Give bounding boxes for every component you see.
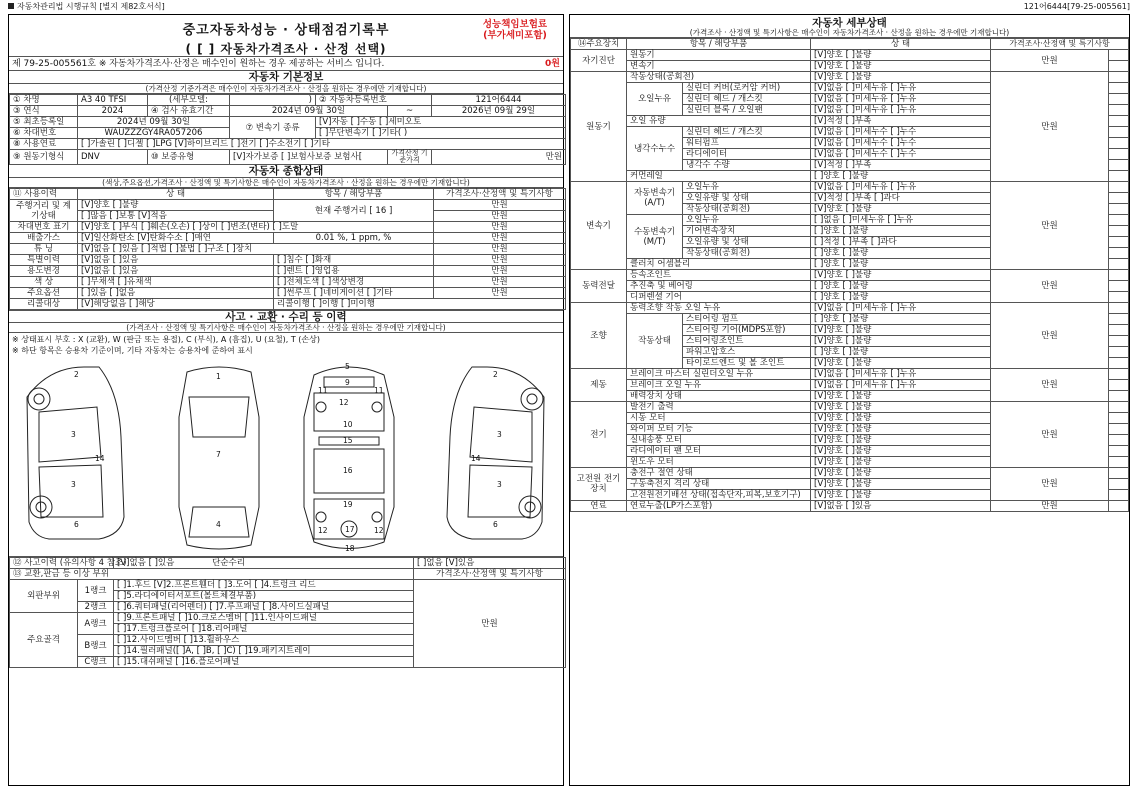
- table-row: 용도변경 [V]없음 [ ]있음 [ ]렌트 [ ]영업용 만원: [10, 266, 566, 277]
- sub-group-label: 수동변속기(M/T): [627, 215, 683, 259]
- item-status: [V]적정 [ ]부족: [811, 116, 991, 127]
- part-number-label: 14: [471, 454, 481, 463]
- remark-cell: [1109, 237, 1129, 248]
- table-row: 차대번호 표기 [V]양호 [ ]부식 [ ]훼손(오손) [ ]상이 [ ]변조(변타) [ ]도말 만원: [10, 222, 566, 233]
- item-label: 오일유량 및 상태: [683, 193, 811, 204]
- item-status: [V]양호 [ ]불량: [811, 457, 991, 468]
- item-label: 오일누유: [683, 182, 811, 193]
- table-row: [ ]14.필러패널([ ]A, [ ]B, [ ]C) [ ]19.패키지트레이: [10, 646, 566, 657]
- table-row: [ ]많음 [ ]보통 [V]적음 만원: [10, 211, 566, 222]
- overall-status-note: (색상,주요옵션,가격조사 · 산정액 및 특기사항은 매수인이 자동차가격조사 · 산정을 원하는 경우에만 기재합니다): [9, 178, 563, 188]
- car-outline-diagram: [9, 357, 562, 557]
- part-number-label: 15: [343, 436, 353, 445]
- right-side-view: [447, 367, 544, 539]
- form-title: 중고자동차성능 · 상태점검기록부: [182, 23, 390, 38]
- part-number-label: 12: [339, 398, 349, 407]
- item-status: [V]없음 [ ]미세누유 [ ]누유: [811, 303, 991, 314]
- table-row: [571, 402, 1129, 413]
- item-status: [V]양호 [ ]불량: [811, 435, 991, 446]
- vehicle-reference: 121어6444[79-25-005561]: [1023, 1, 1130, 11]
- item-status: [ ]양호 [ ]불량: [811, 314, 991, 325]
- document-note: ※ 자동차가격조사·산정은 매수인이 원하는 경우 제공하는 서비스 입니다.: [98, 59, 385, 69]
- top-bar: [8, 0, 1130, 12]
- sub-group-label: 작동상태: [627, 314, 683, 369]
- basic-info-table: [9, 94, 566, 165]
- part-number-label: 5: [345, 362, 350, 371]
- item-status: [V]양호 [ ]불량: [811, 336, 991, 347]
- price-amount: 만원: [991, 182, 1109, 270]
- document-number: 제 79-25-005561호: [12, 59, 97, 69]
- item-status: [V]양호 [ ]불량: [811, 413, 991, 424]
- item-label: 기어변속장치: [683, 226, 811, 237]
- remark-cell: [1109, 116, 1129, 127]
- part-number-label: 7: [216, 450, 221, 459]
- remark-cell: [1109, 270, 1129, 281]
- remark-cell: [1109, 457, 1129, 468]
- device-group-label: 변속기: [571, 182, 627, 270]
- part-number-label: 11: [374, 386, 384, 395]
- table-row: 2랭크 [ ]6.쿼터패널(리어펜더) [ ]7.루프패널 [ ]8.사이드실패널: [10, 602, 566, 613]
- device-group-label: 자기진단: [571, 50, 627, 72]
- table-row: 배출가스 [V]일산화탄소 [V]탄화수소 [ ]매연 0.01 %, 1 ppm, % 만원: [10, 233, 566, 244]
- part-number-label: 11: [318, 386, 328, 395]
- table-row: ⑥ 차대번호 WAUZZZGY4RA057206 [ ]무단변속기 [ ]기타( ): [10, 128, 566, 139]
- item-status: [V]양호 [ ]불량: [811, 468, 991, 479]
- item-label: 디퍼렌셜 기어: [627, 292, 811, 303]
- item-status: [ ]양호 [ ]불량: [811, 281, 991, 292]
- item-status: [V]없음 [ ]미세누유 [ ]누유: [811, 105, 991, 116]
- item-status: [V]양호 [ ]불량: [811, 358, 991, 369]
- item-label: 브레이크 마스터 실린더오일 누유: [627, 369, 811, 380]
- item-label: 클러치 어셈블리: [627, 259, 811, 270]
- device-group-label: 제동: [571, 369, 627, 402]
- item-label: 오일누유: [683, 215, 811, 226]
- form-reference: 자동차관리법 시행규칙 [별지 제82호서식]: [8, 1, 165, 12]
- item-label: 작동상태(공회전): [683, 248, 811, 259]
- remark-cell: [1109, 204, 1129, 215]
- remark-cell: [1109, 171, 1129, 182]
- part-number-label: 18: [345, 544, 355, 553]
- device-group-label: 전기: [571, 402, 627, 468]
- device-group-label: 연료: [571, 501, 627, 512]
- item-label: 와이퍼 모터 기능: [627, 424, 811, 435]
- item-status: [V]양호 [ ]불량: [811, 391, 991, 402]
- sub-group-label: 냉각수누수: [627, 127, 683, 171]
- part-number-label: 19: [343, 500, 353, 509]
- item-label: 실린더 헤드 / 개스킷: [683, 127, 811, 138]
- left-side-view: [27, 367, 124, 539]
- part-number-label: 6: [493, 520, 498, 529]
- item-label: 스티어링 펌프: [683, 314, 811, 325]
- table-row: [ ]17.트렁크플로어 [ ]18.리어패널: [10, 624, 566, 635]
- sub-group-label: 자동변속기(A/T): [627, 182, 683, 215]
- remark-cell: [1109, 83, 1129, 94]
- table-row: C랭크 [ ]15.대쉬패널 [ ]16.플로어패널: [10, 657, 566, 668]
- table-row: [571, 50, 1129, 61]
- table-row: [571, 303, 1129, 314]
- accident-history-note: (가격조사 · 산정액 및 특기사항은 매수인이 자동차가격조사 · 산정을 원하는 경우에만 기재합니다): [9, 323, 563, 333]
- device-group-label: 원동기: [571, 72, 627, 182]
- detail-status-note: (가격조사 · 산정액 및 특기사항은 매수인이 자동차가격조사 · 산정을 원하는 경우에만 기재합니다): [570, 28, 1129, 38]
- remark-cell: [1109, 226, 1129, 237]
- price-amount: 만원: [991, 402, 1109, 468]
- item-status: [V]없음 [ ]미세누수 [ ]누수: [811, 138, 991, 149]
- item-status: [ ]없음 [ ]미세누유 [ ]누유: [811, 215, 991, 226]
- table-row: 색 상 [ ]무채색 [ ]유채색 [ ]전체도색 [ ]색상변경 만원: [10, 277, 566, 288]
- item-label: 연료누출(LP가스포함): [627, 501, 811, 512]
- price-amount: 만원: [991, 303, 1109, 369]
- item-label: 등속조인트: [627, 270, 811, 281]
- document-number-row: [9, 57, 563, 71]
- item-label: 실내송풍 모터: [627, 435, 811, 446]
- price-amount: 만원: [991, 501, 1109, 512]
- table-row: [571, 501, 1129, 512]
- item-label: 실린더 커버(로커암 커버): [683, 83, 811, 94]
- remark-cell: [1109, 281, 1129, 292]
- table-row: ⑫ 사고이력 (유의사항 4 참조) [V]없음 [ ]있음 단순수리 [ ]없음 [V]있음: [10, 558, 566, 569]
- table-row: ① 차명 A3 40 TFSI (세부모델: ) ② 자동차등록번호 121어6444: [10, 95, 566, 106]
- remark-cell: [1109, 259, 1129, 270]
- basic-info-title: 자동차 기본정보: [9, 71, 563, 84]
- part-number-label: 3: [497, 430, 502, 439]
- table-header-row: ⑭주요장치 항목 / 해당부품 상 태 가격조사·산정액 및 특기사항: [571, 39, 1129, 50]
- item-label: 워터펌프: [683, 138, 811, 149]
- part-number-label: 3: [497, 480, 502, 489]
- item-label: 타이로드엔드 및 볼 조인트: [683, 358, 811, 369]
- legend: [9, 333, 563, 357]
- part-number-label: 3: [71, 430, 76, 439]
- device-group-label: 고전원 전기장치: [571, 468, 627, 501]
- detail-rows: [571, 50, 1129, 512]
- right-panel: [569, 14, 1130, 786]
- remark-cell: [1109, 193, 1129, 204]
- basic-info-note: (가격산정 기준가격은 매수인이 자동차가격조사 · 산정을 원하는 경우에만 기재합니다): [9, 84, 563, 94]
- square-icon: [8, 3, 14, 9]
- price-amount: 만원: [991, 468, 1109, 501]
- item-status: [ ]양호 [ ]불량: [811, 171, 991, 182]
- item-label: 배력장치 상태: [627, 391, 811, 402]
- item-label: 시동 모터: [627, 413, 811, 424]
- item-label: 스티어링조인트: [683, 336, 811, 347]
- left-panel: [8, 14, 564, 786]
- car-diagram: [9, 357, 563, 557]
- price-amount: 만원: [991, 270, 1109, 303]
- overall-status-table: [9, 188, 566, 310]
- remark-cell: [1109, 149, 1129, 160]
- item-status: [V]없음 [ ]미세누유 [ ]누유: [811, 182, 991, 193]
- remark-cell: [1109, 347, 1129, 358]
- item-label: 윈도우 모터: [627, 457, 811, 468]
- item-label: 실린더 헤드 / 개스킷: [683, 94, 811, 105]
- remark-cell: [1109, 94, 1129, 105]
- sub-group-label: 오일누유: [627, 83, 683, 116]
- table-row: 튜 닝 [V]없음 [ ]있음 [ ]적법 [ ]불법 [ ]구조 [ ]장치 만원: [10, 244, 566, 255]
- item-status: [ ]적정 [ ]부족 [ ]과다: [811, 237, 991, 248]
- item-status: [V]양호 [ ]불량: [811, 490, 991, 501]
- table-row: [571, 270, 1129, 281]
- item-status: [ ]양호 [ ]불량: [811, 347, 991, 358]
- item-label: 라디에이터: [683, 149, 811, 160]
- remark-cell: [1109, 138, 1129, 149]
- table-row: ⑨ 원동기형식 DNV ⑩ 보증유형 [V]자가보증 [ ]보험사보증 보험사[ 가격산정 기준가격 만원: [10, 150, 566, 165]
- table-row: ③ 연식 2024 ④ 검사 유효기간 2024년 09월 30일 ~ 2026년 09월 29일: [10, 106, 566, 117]
- form-title-block: [9, 15, 563, 57]
- remark-cell: [1109, 391, 1129, 402]
- part-number-label: 3: [71, 480, 76, 489]
- part-number-label: 16: [343, 466, 353, 475]
- part-number-label: 4: [216, 520, 221, 529]
- remark-cell: [1109, 479, 1129, 490]
- table-row: 주행거리 및 계기상태 [V]양호 [ ]불량 현재 주행거리 [ 16 ] 만원: [10, 200, 566, 211]
- item-status: [V]양호 [ ]불량: [811, 479, 991, 490]
- remark-cell: [1109, 72, 1129, 83]
- remark-cell: [1109, 248, 1129, 259]
- item-label: 파워고압호스: [683, 347, 811, 358]
- item-status: [V]양호 [ ]불량: [811, 424, 991, 435]
- remark-cell: [1109, 369, 1129, 380]
- remark-cell: [1109, 424, 1129, 435]
- item-status: [V]없음 [ ]있음: [811, 501, 991, 512]
- part-number-label: 12: [374, 526, 384, 535]
- item-label: 구동축전지 격리 상태: [627, 479, 811, 490]
- remark-cell: [1109, 435, 1129, 446]
- remark-cell: [1109, 413, 1129, 424]
- remark-cell: [1109, 127, 1129, 138]
- item-status: [ ]양호 [ ]불량: [811, 292, 991, 303]
- remark-cell: [1109, 468, 1129, 479]
- item-label: 발전기 출력: [627, 402, 811, 413]
- remark-cell: [1109, 501, 1129, 512]
- item-status: [V]없음 [ ]미세누유 [ ]누유: [811, 380, 991, 391]
- accident-history-title: 사고 · 교환 · 수리 등 이력: [9, 310, 563, 323]
- price-amount: 만원: [991, 72, 1109, 182]
- item-status: [V]적정 [ ]부족 [ ]과다: [811, 193, 991, 204]
- remark-cell: [1109, 105, 1129, 116]
- item-label: 커먼레일: [627, 171, 811, 182]
- table-row: ⑤ 최초등록일 2024년 09월 30일 ⑦ 변속기 종류 [V]자동 [ ]수동 [ ]세미오토: [10, 117, 566, 128]
- item-label: 작동상태(공회전): [627, 72, 811, 83]
- remark-cell: [1109, 446, 1129, 457]
- overall-status-title: 자동차 종합상태: [9, 165, 563, 178]
- price-amount: 만원: [991, 369, 1109, 402]
- remark-cell: [1109, 358, 1129, 369]
- item-label: 브레이크 오일 누유: [627, 380, 811, 391]
- liability-insurance-label: 성능책임보험료 (부가세미포함): [482, 19, 548, 41]
- item-status: [V]양호 [ ]불량: [811, 446, 991, 457]
- table-row: B랭크 [ ]12.사이드멤버 [ ]13.휠하우스: [10, 635, 566, 646]
- remark-cell: [1109, 336, 1129, 347]
- remark-cell: [1109, 402, 1129, 413]
- item-status: [V]양호 [ ]불량: [811, 402, 991, 413]
- item-label: 동력조향 작동 오일 누유: [627, 303, 811, 314]
- item-label: 라디에이터 팬 모터: [627, 446, 811, 457]
- item-status: [V]양호 [ ]불량: [811, 50, 991, 61]
- table-row: 주요옵션 [ ]있음 [ ]없음 [ ]썬루프 [ ]네비게이션 [ ]기타 만원: [10, 288, 566, 299]
- detail-status-table: [570, 38, 1129, 512]
- item-label: 오일유량 및 상태: [683, 237, 811, 248]
- part-number-label: 12: [318, 526, 328, 535]
- item-status: [V]없음 [ ]미세누유 [ ]누유: [811, 369, 991, 380]
- table-header-row: ⑬ 교환,판금 등 이상 부위 가격조사·산정액 및 특기사항: [10, 569, 566, 580]
- item-status: [V]양호 [ ]불량: [811, 204, 991, 215]
- part-number-label: 2: [493, 370, 498, 379]
- price-amount: 만원: [991, 50, 1109, 72]
- remark-cell: [1109, 50, 1129, 61]
- form-subtitle: ( [ ] 자동차가격조사 · 산정 선택): [185, 42, 387, 56]
- table-row: 주요골격 A랭크 [ ]9.프론트패널 [ ]10.크로스멤버 [ ]11.인사이드패널: [10, 613, 566, 624]
- detail-status-title: 자동차 세부상태: [812, 17, 887, 29]
- item-status: [V]없음 [ ]미세누수 [ ]누수: [811, 127, 991, 138]
- item-label: 냉각수 수량: [683, 160, 811, 171]
- insurance-fee: 0원: [545, 59, 560, 69]
- table-row: ⑧ 사용연료 [ ]가솔린 [ ]디젤 [ ]LPG [V]하이브리드 [ ]전기 [ ]수소전기 [ ]기타: [10, 139, 566, 150]
- item-status: [V]양호 [ ]불량: [811, 72, 991, 83]
- item-label: 충전구 절연 상태: [627, 468, 811, 479]
- part-number-label: 9: [345, 378, 350, 387]
- legend-note: ※ 하단 항목은 승용차 기준이며, 기타 자동차는 승용차에 준하여 표시: [12, 346, 253, 355]
- device-group-label: 조향: [571, 303, 627, 369]
- accident-history-table: [9, 557, 566, 668]
- device-group-label: 동력전달: [571, 270, 627, 303]
- part-number-label: 1: [216, 372, 221, 381]
- legend-symbols: ※ 상태표시 부호 : X (교환), W (판금 또는 용접), C (부식), A (흠집), U (요철), T (손상): [12, 335, 321, 344]
- remark-cell: [1109, 325, 1129, 336]
- remark-cell: [1109, 61, 1129, 72]
- item-label: 실린더 블록 / 오일팬: [683, 105, 811, 116]
- item-status: [ ]양호 [ ]불량: [811, 226, 991, 237]
- part-number-label: 6: [74, 520, 79, 529]
- item-status: [ ]양호 [ ]불량: [811, 259, 991, 270]
- remark-cell: [1109, 215, 1129, 226]
- table-row: [571, 182, 1129, 193]
- item-status: [V]양호 [ ]불량: [811, 270, 991, 281]
- remark-cell: [1109, 292, 1129, 303]
- table-row: 특별이력 [V]없음 [ ]있음 [ ]침수 [ ]화재 만원: [10, 255, 566, 266]
- item-label: 추진축 및 베어링: [627, 281, 811, 292]
- item-status: [V]적정 [ ]부족: [811, 160, 991, 171]
- table-row: [571, 72, 1129, 83]
- remark-cell: [1109, 303, 1129, 314]
- item-label: 스티어링 기어(MDPS포함): [683, 325, 811, 336]
- item-status: [ ]양호 [ ]불량: [811, 248, 991, 259]
- table-row: [571, 369, 1129, 380]
- item-label: 오일 유량: [627, 116, 811, 127]
- table-row: [ ]5.라디에이터서포트(볼트체결부품): [10, 591, 566, 602]
- table-row: 외판부위 1랭크 [ ]1.후드 [V]2.프론트휀더 [ ]3.도어 [ ]4.트렁크 리드 만원: [10, 580, 566, 591]
- item-status: [V]없음 [ ]미세누수 [ ]누수: [811, 149, 991, 160]
- item-status: [V]양호 [ ]불량: [811, 325, 991, 336]
- item-status: [V]없음 [ ]미세누유 [ ]누유: [811, 94, 991, 105]
- table-header-row: ⑪ 사용이력 상 태 항목 / 해당부품 가격조사·산정액 및 특기사항: [10, 189, 566, 200]
- remark-cell: [1109, 160, 1129, 171]
- remark-cell: [1109, 380, 1129, 391]
- table-row: [571, 468, 1129, 479]
- table-row: 리콜대상 [V]해당없음 [ ]해당 리콜이행 [ ]이행 [ ]미이행: [10, 299, 566, 310]
- item-status: [V]양호 [ ]불량: [811, 61, 991, 72]
- part-number-label: 17: [345, 525, 355, 534]
- item-label: 작동상태(공회전): [683, 204, 811, 215]
- part-number-label: 10: [343, 420, 353, 429]
- item-label: 원동기: [627, 50, 811, 61]
- remark-cell: [1109, 490, 1129, 501]
- item-label: 고전원전기배선 상태(접속단자,피복,보호기구): [627, 490, 811, 501]
- part-number-label: 14: [95, 454, 105, 463]
- part-number-label: 2: [74, 370, 79, 379]
- remark-cell: [1109, 182, 1129, 193]
- item-label: 변속기: [627, 61, 811, 72]
- remark-cell: [1109, 314, 1129, 325]
- item-status: [V]없음 [ ]미세누유 [ ]누유: [811, 83, 991, 94]
